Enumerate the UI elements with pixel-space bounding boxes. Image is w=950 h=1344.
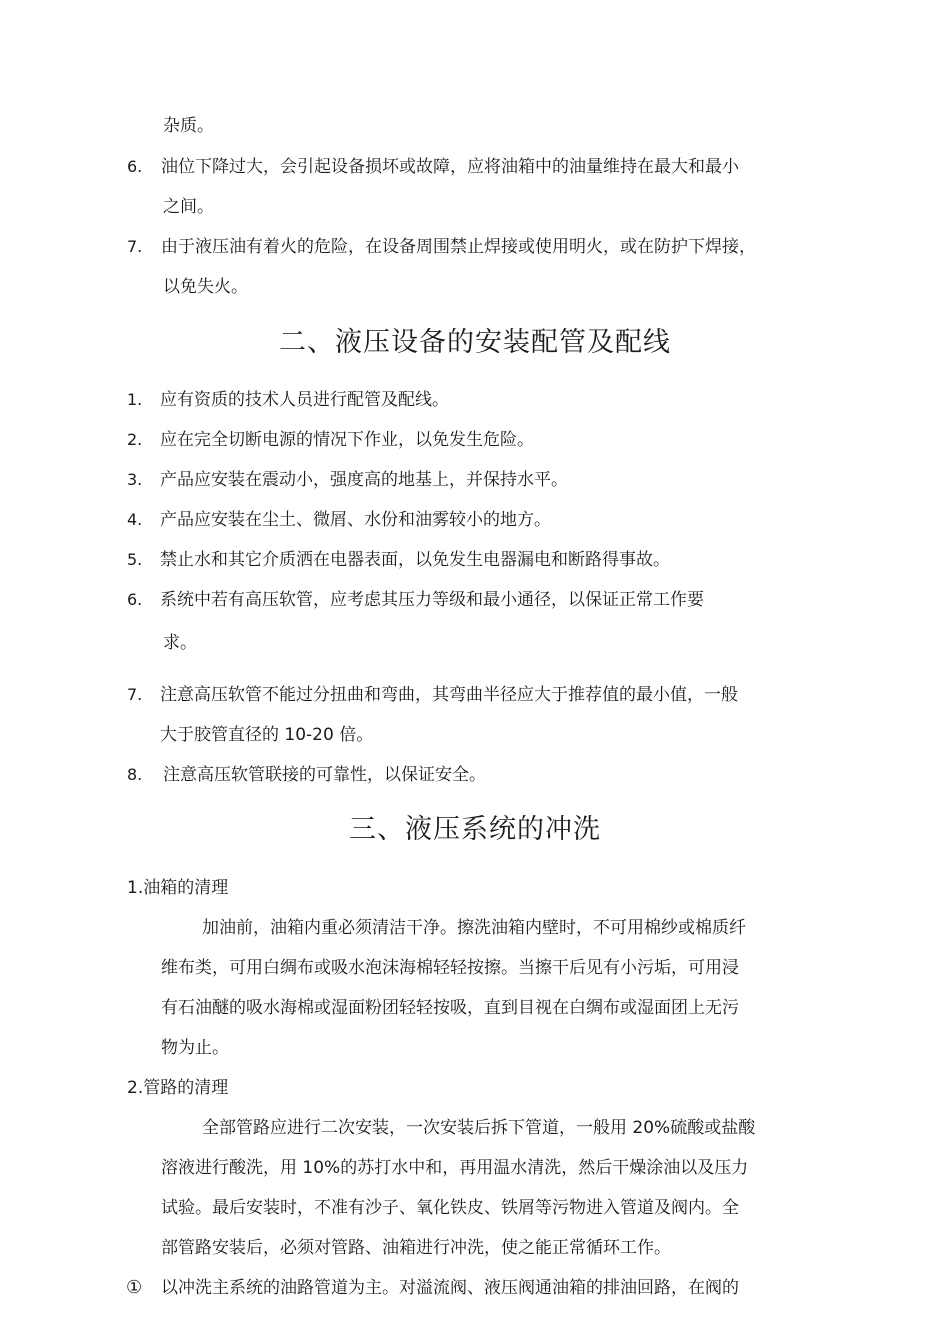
s3-sub2-line-1: 全部管路应进行二次安装，一次安装后拆下管道，一般用 20%硫酸或盐酸 (202, 1118, 756, 1138)
s3-sub1-line-1: 加油前，油箱内重必须清洁干净。擦洗油箱内壁时，不可用棉纱或棉质纤 (202, 918, 746, 938)
s2-item-7-line-2: 大于胶管直径的 10-20 倍。 (160, 725, 374, 745)
s3-step-1-text: 以冲洗主系统的油路管道为主。对溢流阀、液压阀通油箱的排油回路，在阀的 (161, 1278, 739, 1298)
s2-item-1-number: 1. (127, 390, 143, 409)
s2-item-4-text: 产品应安装在尘土、微屑、水份和油雾较小的地方。 (160, 510, 551, 530)
s2-item-3-number: 3. (127, 470, 143, 489)
intro-item-6-number: 6. (127, 157, 143, 176)
s2-item-4-number: 4. (127, 510, 143, 529)
s3-sub2-heading: 2.管路的清理 (127, 1078, 229, 1098)
s3-sub2-line-2: 溶液进行酸洗，用 10%的苏打水中和，再用温水清洗，然后干燥涂油以及压力 (161, 1158, 749, 1178)
s3-sub1-line-4: 物为止。 (161, 1038, 229, 1058)
s2-item-8-number: 8. (127, 765, 143, 784)
s2-item-6-line-2: 求。 (163, 633, 197, 653)
section-3-title: 三、液压系统的冲洗 (349, 814, 601, 845)
intro-item-7-line-1: 由于液压油有着火的危险，在设备周围禁止焊接或使用明火，或在防护下焊接， (161, 237, 756, 257)
s3-sub1-line-3: 有石油醚的吸水海棉或湿面粉团轻轻按吸，直到目视在白绸布或湿面团上无污 (161, 998, 739, 1018)
s2-item-7-number: 7. (127, 685, 143, 704)
intro-item-6-line-2: 之间。 (163, 197, 214, 217)
s3-sub1-heading: 1.油箱的清理 (127, 878, 229, 898)
intro-item-7-line-2: 以免失火。 (163, 277, 248, 297)
s2-item-6-line-1: 系统中若有高压软管，应考虑其压力等级和最小通径，以保证正常工作要 (160, 590, 704, 610)
s2-item-5-text: 禁止水和其它介质洒在电器表面，以免发生电器漏电和断路得事故。 (160, 550, 670, 570)
intro-item-7-number: 7. (127, 237, 143, 256)
s2-item-2-number: 2. (127, 430, 143, 449)
s3-sub2-line-4: 部管路安装后，必须对管路、油箱进行冲洗，使之能正常循环工作。 (161, 1238, 671, 1258)
s3-sub2-line-3: 试验。最后安装时，不准有沙子、氧化铁皮、铁屑等污物进入管道及阀内。全 (161, 1198, 739, 1218)
s3-step-1-marker: ① (126, 1277, 143, 1298)
s2-item-5-number: 5. (127, 550, 143, 569)
s3-sub1-line-2: 维布类，可用白绸布或吸水泡沫海棉轻轻按擦。当擦干后见有小污垢，可用浸 (161, 958, 739, 978)
s2-item-8-text: 注意高压软管联接的可靠性，以保证安全。 (163, 765, 486, 785)
intro-continuation: 杂质。 (163, 116, 214, 136)
s2-item-6-number: 6. (127, 590, 143, 609)
s2-item-3-text: 产品应安装在震动小，强度高的地基上，并保持水平。 (160, 470, 568, 490)
s2-item-2-text: 应在完全切断电源的情况下作业，以免发生危险。 (160, 430, 534, 450)
section-2-title: 二、液压设备的安装配管及配线 (279, 327, 671, 358)
s2-item-1-text: 应有资质的技术人员进行配管及配线。 (160, 390, 449, 410)
intro-item-6-line-1: 油位下降过大，会引起设备损坏或故障，应将油箱中的油量维持在最大和最小 (161, 157, 739, 177)
s2-item-7-line-1: 注意高压软管不能过分扭曲和弯曲，其弯曲半径应大于推荐值的最小值，一般 (160, 685, 738, 705)
